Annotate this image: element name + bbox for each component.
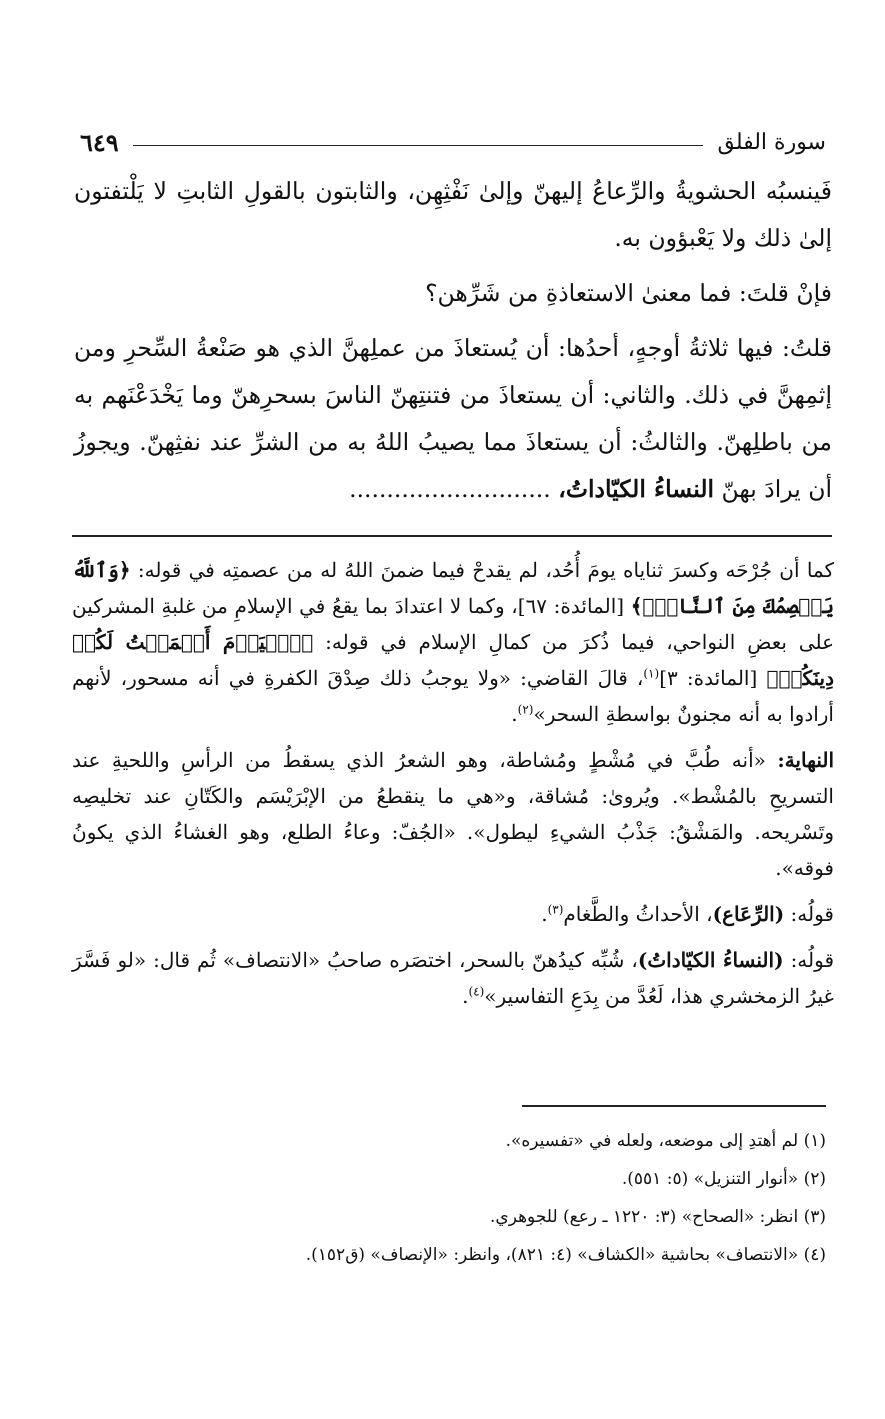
commentary-lead: النهاية: <box>777 748 834 772</box>
main-paragraph-1: فَينسبُه الحشويةُ والرِّعاعُ إليهنّ وإلىٰ نَفْثِهِن، والثابتون بالقولِ الثابتِ لا يَلْتفتون إلىٰ ذلك ولا يَعْبؤون به. <box>74 177 832 252</box>
footnote-3: (٣) انظر: «الصحاح» (٣: ١٢٢٠ ـ رعع) للجوهري. <box>490 1207 826 1227</box>
commentary-text: . <box>541 902 548 926</box>
commentary-text: [المائدة: ٦٧]، وكما لا اعتدادَ بما يقعُ في الإسلامِ من غلبةِ المشركين على بعضِ النواحي، فيما ذُكرَ من كمالِ الإسلام في قوله: <box>72 594 835 654</box>
page-number: ٦٤٩ <box>80 127 119 157</box>
footnote-1: (١) لم أهتدِ إلى موضعه، ولعله في «تفسيره». <box>505 1131 826 1151</box>
main-paragraph-3-lead: قلتُ: <box>781 334 832 362</box>
commentary-text: قولُه: <box>790 902 834 926</box>
footnote-ref: (٣) <box>547 902 564 917</box>
commentary-text: ، قالَ القاضي: «ولا يوجبُ ذلك صِدْقَ الكفرةِ في أنه مسحور، لأنهم أرادوا به أنه مجنونٌ بواسطةِ السحر» <box>72 666 834 726</box>
commentary-lead: (الرِّعَاع) <box>712 902 785 926</box>
continuation-dots: ........................... <box>349 475 551 503</box>
surah-title: سورة الفلق <box>717 129 826 155</box>
footnote-ref: (١) <box>643 666 660 681</box>
quran-reference: [المائدة: ٣] <box>659 666 758 690</box>
commentary-text: قولُه: <box>790 948 835 972</box>
quran-quote: ﴿ٱلۡيَوۡمَ أَكۡمَلۡتُ لَكُمۡ دِينَكُمۡ﴾ <box>72 630 835 690</box>
footnotes <box>100 1122 826 1274</box>
header-rule <box>133 145 704 146</box>
page-header <box>80 118 826 166</box>
commentary-paragraph-3 <box>72 896 834 932</box>
footnote-4: (٤) «الانتصاف» بحاشية «الكشاف» (٤: ٨٢١)، وانظر: «الإنصاف» (ق١٥٢). <box>305 1245 826 1265</box>
commentary-text: كما أن جُرْحَه وكسرَ ثناياه يومَ أُحُد، لم يقدحْ فيما ضمنَ اللهُ له من عصمتِه في قوله: <box>137 558 834 582</box>
main-paragraph-3 <box>74 325 832 513</box>
footnote-rule <box>522 1105 826 1107</box>
commentary-text: . <box>511 702 518 726</box>
main-paragraph-3-bold: النساءُ الكيّاداتُ، <box>558 475 715 503</box>
quran-quote: ﴿وَٱللَّهُ يَعۡصِمُكَ مِنَ ٱلنَّاسِۗ﴾ <box>72 558 835 618</box>
footnote-2: (٢) «أنوار التنزيل» (٥: ٥٥١). <box>621 1169 826 1189</box>
commentary-paragraph-1 <box>72 552 834 732</box>
footnote-ref: (٢) <box>517 702 534 717</box>
commentary <box>72 552 834 1024</box>
text-commentary-divider <box>72 535 832 537</box>
footnote-ref: (٤) <box>468 984 485 999</box>
commentary-lead: (النساءُ الكيّاداتُ) <box>637 948 784 972</box>
main-paragraph-3-text: فيها ثلاثةُ أوجهٍ، أحدُها: أن يُستعاذَ من عملِهنَّ الذي هو صَنْعةُ السِّحرِ ومن إثمِهنَّ في ذلك. والثاني: أن يستعاذَ من فتنتِهنّ الناسَ بسحرِهنّ وما يَخْدَعْنَهم به من باطلِهنّ. والثالثُ: أن يستعاذَ مما يصيبُ اللهُ به من الشرِّ عند نفثِهنّ. ويجوزُ أن يرادَ بهنّ <box>74 334 832 503</box>
main-paragraph-2: فإنْ قلتَ: فما معنىٰ الاستعاذةِ من شَرِّهن؟ <box>425 279 832 307</box>
commentary-text: «أنه طُبَّ في مُشْطٍ ومُشاطة، وهو الشعرُ الذي يسقطُ من الرأسِ واللحيةِ عند التسريحِ بالمُشْط». ويُروىٰ: مُشاقة، و«هي ما ينقطعُ من الإبْرَيْسَم والكَتّانِ عند تخليصِه وتَسْريحه. والمَشْقُ: جَذْبُ الشيءِ ليطول». «الجُفّ: وعاءُ الطلع، وهو الغشاءُ الذي يكونُ فوقه». <box>72 748 834 880</box>
commentary-text: ، الأحداثُ والطَّغام <box>563 902 713 926</box>
commentary-paragraph-2 <box>72 742 834 886</box>
commentary-paragraph-4 <box>72 942 834 1014</box>
main-text <box>74 168 832 521</box>
commentary-text: . <box>462 984 469 1008</box>
commentary-text: ، شُبِّه كيدُهنّ بالسحر، اختصَره صاحبُ «الانتصاف» ثُم قال: «لو فَسَّرَ غيرُ الزمخشري هذا، لَعُدَّ من بِدَعِ التفاسير» <box>72 948 834 1008</box>
